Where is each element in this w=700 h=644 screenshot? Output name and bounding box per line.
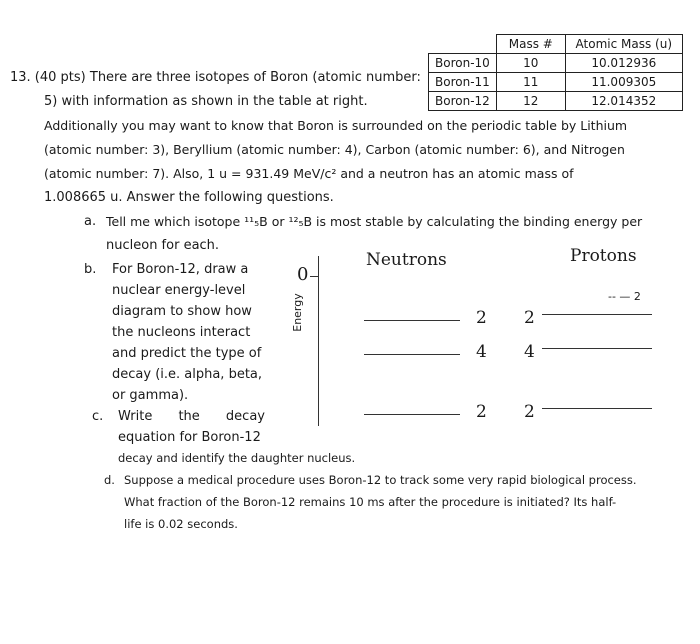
header-atomic-mass: Atomic Mass (u) [565, 35, 682, 54]
mass-number: 12 [496, 92, 565, 111]
neutron-level-line [364, 414, 460, 415]
isotope-name: Boron-10 [429, 54, 497, 73]
top-right-mark: -- — 2 [608, 290, 641, 303]
part-c-line: decay and identify the daughter nucleus. [118, 451, 356, 465]
proton-level-line [542, 314, 652, 315]
neutron-level-count: 2 [476, 308, 487, 328]
intro-line-6: 1.008665 u. Answer the following questions. [44, 190, 334, 205]
part-b-line: nuclear energy-level [112, 283, 246, 298]
neutron-level-line [364, 354, 460, 355]
neutron-level-count: 2 [476, 402, 487, 422]
part-a-marker: a. [84, 214, 97, 229]
proton-level-line [542, 408, 652, 409]
part-b-line: and predict the type of [112, 346, 262, 361]
part-d-line: What fraction of the Boron-12 remains 10 ms after the procedure is initiated? Its half- [124, 495, 617, 509]
intro-line-2: 5) with information as shown in the table at right. [44, 94, 368, 109]
part-b-line: or gamma). [112, 388, 189, 403]
part-d-line: Suppose a medical procedure uses Boron-12 to track some very rapid biological process. [124, 473, 637, 487]
part-b-line: For Boron-12, draw a [112, 262, 249, 277]
table-row [429, 92, 683, 111]
atomic-mass: 10.012936 [565, 54, 682, 73]
energy-axis-label: Energy [290, 293, 304, 332]
intro-line-3: Additionally you may want to know that Boron is surrounded on the periodic table by Lithium [44, 118, 628, 133]
neutrons-title: Neutrons [366, 250, 447, 270]
table-row [429, 54, 683, 73]
isotope-name: Boron-12 [429, 92, 497, 111]
header-mass-number: Mass # [496, 35, 565, 54]
part-b-line: decay (i.e. alpha, beta, [112, 367, 263, 382]
part-a-line-1: Tell me which isotope ¹¹₅B or ¹²₅B is most stable by calculating the binding energy per [106, 214, 643, 229]
table-row [429, 73, 683, 92]
energy-level-diagram [290, 246, 660, 440]
part-b-line: the nucleons interact [112, 325, 251, 340]
intro-line-5: (atomic number: 7). Also, 1 u = 931.49 MeV/c² and a neutron has an atomic mass of [44, 166, 574, 181]
proton-level-count: 2 [524, 402, 535, 422]
intro-line-1: 13. (40 pts) There are three isotopes of Boron (atomic number: [10, 70, 421, 85]
part-c-marker: c. [92, 409, 104, 424]
proton-level-line [542, 348, 652, 349]
part-d-line: life is 0.02 seconds. [124, 517, 238, 531]
protons-title: Protons [570, 246, 637, 266]
table-corner [429, 35, 497, 54]
isotope-table [428, 34, 683, 111]
proton-level-count: 4 [524, 342, 535, 362]
part-c-line: Write the decay [118, 409, 265, 424]
energy-axis [318, 256, 319, 426]
atomic-mass: 11.009305 [565, 73, 682, 92]
isotope-name: Boron-11 [429, 73, 497, 92]
zero-energy-label: 0 [297, 264, 309, 285]
intro-line-4: (atomic number: 3), Beryllium (atomic number: 4), Carbon (atomic number: 6), and Nitrogen [44, 142, 625, 157]
neutron-level-line [364, 320, 460, 321]
zero-tick [310, 276, 318, 277]
part-b-marker: b. [84, 262, 97, 277]
part-a-line-2: nucleon for each. [106, 238, 220, 253]
neutron-level-count: 4 [476, 342, 487, 362]
table-header-row [429, 35, 683, 54]
mass-number: 11 [496, 73, 565, 92]
mass-number: 10 [496, 54, 565, 73]
proton-level-count: 2 [524, 308, 535, 328]
part-d-marker: d. [104, 473, 115, 487]
part-c-line: equation for Boron-12 [118, 430, 261, 445]
part-b-line: diagram to show how [112, 304, 252, 319]
atomic-mass: 12.014352 [565, 92, 682, 111]
